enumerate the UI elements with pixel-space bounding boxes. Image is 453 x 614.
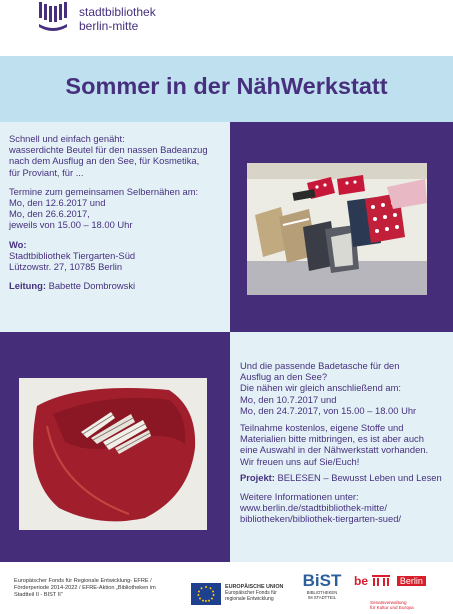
brandenburg-gate-icon [372, 575, 390, 586]
berlin-sub-line: Senatsverwaltung [370, 600, 407, 605]
eu-text [225, 584, 293, 602]
photo-bags-on-table [247, 163, 427, 295]
eu-title: EUROPÄISCHE UNION [225, 584, 284, 590]
berlin-sub [370, 600, 450, 611]
intro-line: Ausflug an den See? [240, 371, 328, 383]
funding-line: Europäischer Fonds für Regionale Entwicklung- EFRE / [14, 578, 152, 584]
where-line: Stadtbibliothek Tiergarten-Süd [9, 249, 136, 261]
intro-line: wasserdichte Beutel für den nassen Badeanzug [9, 144, 208, 156]
intro-line: Mo, den 24.7.2017, von 15.00 – 18.00 Uhr [240, 404, 417, 416]
website-link[interactable]: www.berlin.de/stadtbibliothek-mitte/ [240, 502, 387, 514]
logo-line2: berlin-mitte [79, 19, 139, 33]
bist-sub-line: BIBLIOTHEKEN [306, 590, 338, 595]
project-label: Projekt: [240, 471, 275, 483]
eu-sub-line: Europäischer Fonds für [225, 590, 277, 596]
page-title: Sommer in der NähWerkstatt [65, 73, 388, 99]
dates-line: Mo, den 26.6.2017, [9, 208, 90, 220]
info-line: Materialien bitte mitbringen, es ist aber auch [240, 433, 424, 445]
bist-sub-line: IM STADTTEIL [307, 595, 337, 600]
info-line: Teilnahme kostenlos, eigene Stoffe und [240, 422, 404, 434]
website-link[interactable]: bibliotheken/bibliothek-tiergarten-sued/ [240, 513, 402, 525]
dates-line: Mo, den 12.6.2017 und [9, 197, 106, 209]
eu-sub-line: regionale Entwicklung [225, 596, 274, 602]
project-name: BELESEN – Bewusst Leben und Lesen [277, 471, 442, 483]
funding-text [14, 578, 182, 599]
intro-line: Mo, den 10.7.2017 und [240, 393, 337, 405]
right-text-block [240, 360, 448, 533]
dates-line: Termine zum gemeinsamen Selbernähen am: [9, 185, 199, 197]
dates-line: jeweils von 15.00 – 18.00 Uhr [9, 219, 133, 231]
eu-flag-icon [191, 583, 221, 605]
book-icon [38, 2, 68, 32]
intro-line: für Proviant, für ... [9, 166, 84, 178]
bist-logo [296, 572, 348, 600]
info-line: Wir freuen uns auf Sie/Euch! [240, 455, 360, 467]
left-text-block [9, 133, 225, 299]
intro-line: Die nähen wir gleich anschließend am: [240, 382, 402, 394]
intro-line: Schnell und einfach genäht: [9, 133, 125, 144]
photo-red-bag [19, 378, 207, 530]
bist-title: BiST [302, 571, 342, 590]
berlin-badge: Berlin [397, 576, 426, 586]
header [0, 0, 453, 56]
info-line: eine Auswahl in der Nähwerkstatt vorhanden. [240, 444, 429, 456]
funding-line: Stadtteil II - BIST II“ [14, 592, 63, 598]
berlin-logo [354, 572, 450, 611]
more-info-label: Weitere Informationen unter: [240, 491, 359, 503]
where-line: Lützowstr. 27, 10785 Berlin [9, 261, 123, 273]
library-logo-text [79, 5, 156, 33]
funding-line: Förderperiode 2014-2022 / EFRE-Aktion „Bibliotheken im [14, 585, 156, 591]
where-label: Wo: [9, 238, 27, 250]
lead-label: Leitung: [9, 280, 46, 292]
intro-line: nach dem Ausflug an den See, für Kosmetika, [9, 155, 200, 167]
berlin-logo-text: be [354, 574, 369, 588]
logo-line1: stadtbibliothek [79, 5, 156, 19]
berlin-sub-line: für Kultur und Europa [370, 605, 414, 611]
lead-name: Babette Dombrowski [48, 280, 136, 292]
intro-line: Und die passende Badetasche für den [240, 360, 400, 371]
